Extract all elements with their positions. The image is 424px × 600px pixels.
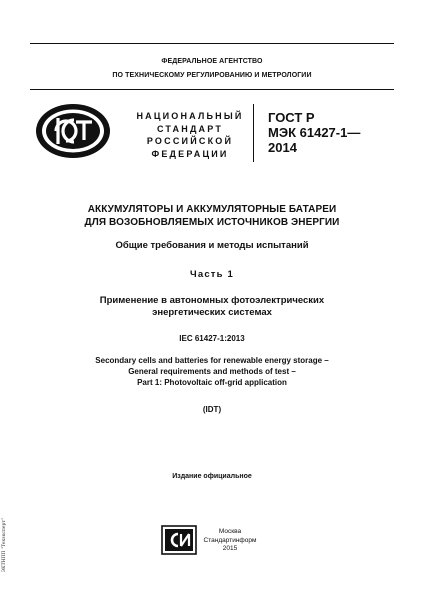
edition-text: Издание официальное bbox=[172, 473, 252, 480]
iec-ref-text: IEC 61427-1:2013 bbox=[179, 334, 245, 343]
agency-line-2: ПО ТЕХНИЧЕСКОМУ РЕГУЛИРОВАНИЮ И МЕТРОЛОГИИ bbox=[112, 72, 312, 79]
standard-code bbox=[268, 110, 388, 155]
standartinform-logo-icon bbox=[161, 525, 197, 555]
iec-reference bbox=[0, 333, 424, 344]
publisher-name: Стандартинформ bbox=[203, 536, 257, 544]
national-line: НАЦИОНАЛЬНЫЙ bbox=[136, 111, 244, 121]
national-line: РОССИЙСКОЙ bbox=[146, 136, 234, 146]
agency-line-1: ФЕДЕРАЛЬНОЕ АГЕНТСТВО bbox=[161, 58, 263, 65]
english-line-2: General requirements and methods of test – bbox=[128, 367, 296, 376]
edition-label bbox=[0, 473, 424, 480]
title-line-1: АККУМУЛЯТОРЫ И АККУМУЛЯТОРНЫЕ БАТАРЕИ bbox=[87, 204, 337, 215]
title-line-2: ДЛЯ ВОЗОБНОВЛЯЕМЫХ ИСТОЧНИКОВ ЭНЕРГИИ bbox=[84, 217, 340, 228]
top-rule bbox=[30, 43, 394, 44]
subtitle-text: Общие требования и методы испытаний bbox=[115, 240, 309, 251]
application-title bbox=[0, 295, 424, 319]
idt-text: (IDT) bbox=[202, 405, 222, 414]
publisher-info bbox=[200, 528, 260, 554]
application-line-2: энергетических системах bbox=[152, 307, 272, 318]
code-line: 2014 bbox=[268, 140, 297, 155]
publisher-city: Москва bbox=[218, 528, 242, 535]
part-title bbox=[0, 269, 424, 280]
english-title bbox=[0, 355, 424, 388]
english-line-3: Part 1: Photovoltaic off-grid application bbox=[137, 378, 287, 387]
national-line: ФЕДЕРАЦИИ bbox=[151, 148, 229, 159]
rst-logo-icon bbox=[34, 102, 112, 160]
code-line: МЭК 61427-1— bbox=[268, 125, 361, 140]
agency-rule bbox=[30, 89, 394, 90]
standard-header bbox=[30, 100, 394, 178]
subtitle bbox=[0, 240, 424, 252]
side-watermark-text: ЭКТНПП "Техэксперт" bbox=[2, 518, 7, 573]
idt-label bbox=[0, 404, 424, 415]
header-divider bbox=[253, 104, 254, 162]
application-line-1: Применение в автономных фотоэлектрических bbox=[99, 295, 325, 306]
national-line: СТАНДАРТ bbox=[156, 123, 224, 134]
part-text: Часть 1 bbox=[189, 269, 235, 280]
english-line-1: Secondary cells and batteries for renewable energy storage – bbox=[95, 356, 329, 365]
publisher-year: 2015 bbox=[222, 545, 238, 552]
national-standard-label bbox=[132, 110, 248, 160]
title-main bbox=[0, 203, 424, 229]
code-line: ГОСТ Р bbox=[268, 110, 315, 125]
